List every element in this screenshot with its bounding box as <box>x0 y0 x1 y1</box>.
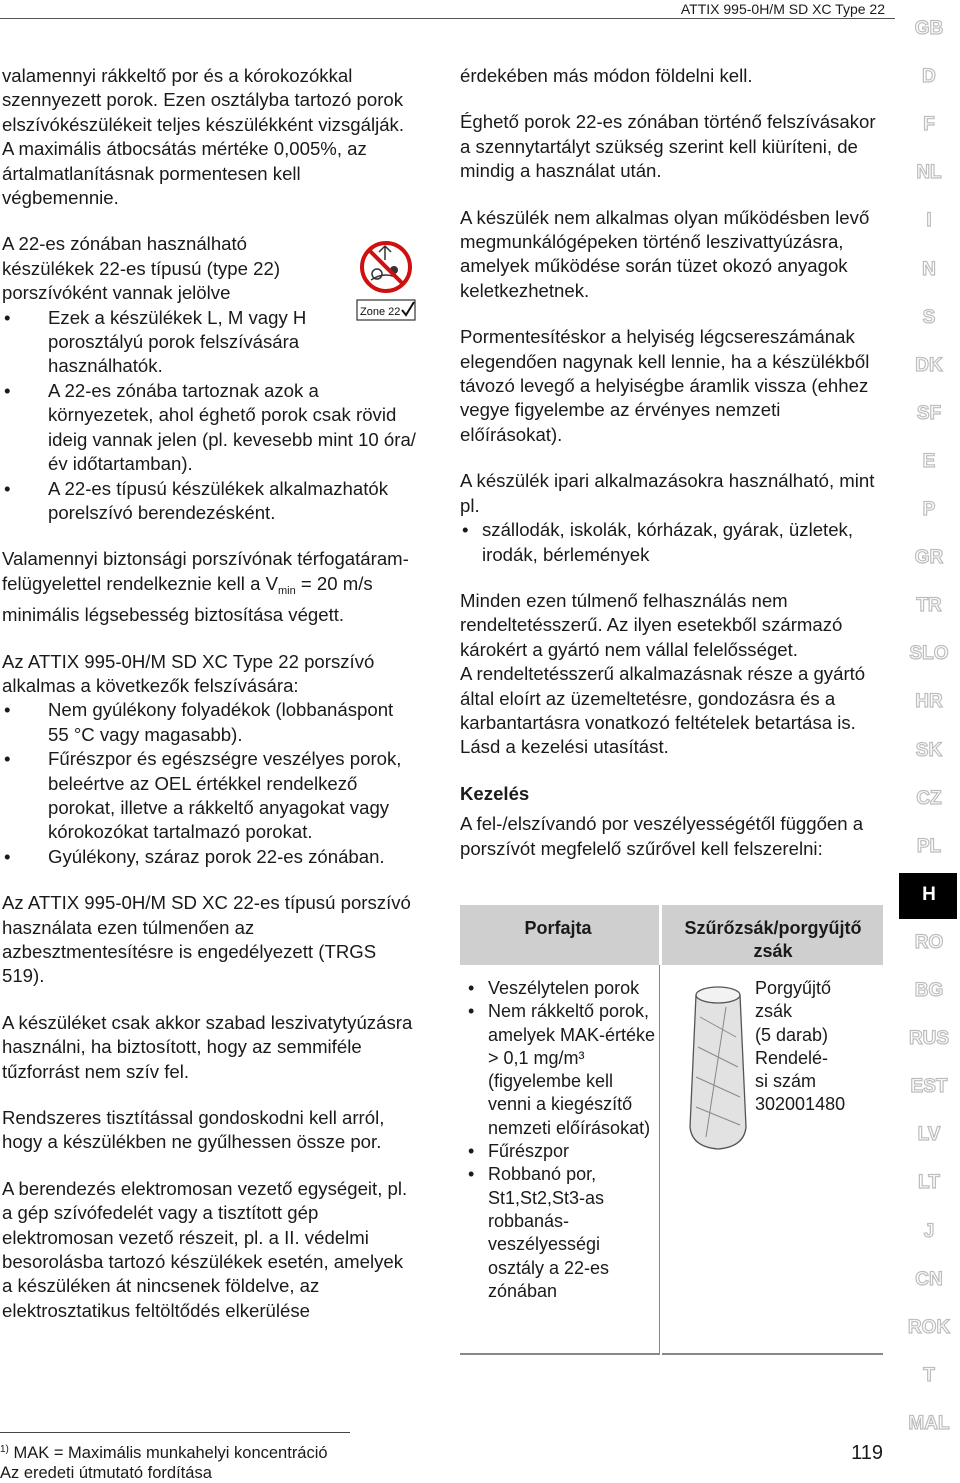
table-header-filter-bag: Szűrőzsák/porgyűjtő zsák <box>684 918 862 961</box>
dust-bag-icon <box>686 977 750 1157</box>
cleaning-paragraph: Rendszeres tisztítással gondoskodni kell arról, hogy a készülékben ne gyűlhessen össze por. <box>2 1107 385 1153</box>
language-tab-lt[interactable]: LT <box>918 1172 940 1194</box>
beyond-use-paragraph: Minden ezen túlmenő felhasználás nem rendeltetésszerű. Az ilyen esetekből származó károkért a gyártó nem vállal felelősséget. <box>460 589 843 660</box>
language-tab-p[interactable]: P <box>922 499 936 520</box>
language-tab-gr[interactable]: GR <box>914 547 944 569</box>
table-header-dust-type: Porfajta <box>524 918 592 938</box>
right-column <box>460 64 885 883</box>
attix-intro: Az ATTIX 995-0H/M SD XC Type 22 porszívó alkalmas a következők felszívására: <box>2 650 375 696</box>
vmin-text-a: Valamennyi biztonsági porszívónak térfogatáram-felügyelettel rendelkeznie kell a V <box>2 548 409 594</box>
language-tab-dk[interactable]: DK <box>915 354 943 376</box>
list-item: • Gyúlékony, száraz porok 22-es zónában. <box>2 845 417 869</box>
bag-text-line: zsák <box>755 1001 793 1022</box>
intended-use-paragraph: A rendeltetésszerű alkalmazásnak része a gyártó által eloírt az üzemeltetésre, gondozásra és a karbantartásra vonatkozó feltételek betartása is. Lásd a kezelési utasítást. <box>460 663 866 758</box>
list-item: • Ezek a készülékek L, M vagy H porosztályú porok felszívására használhatók. <box>2 306 378 379</box>
language-tab-t[interactable]: T <box>923 1364 935 1386</box>
language-tab-n[interactable]: N <box>922 258 936 280</box>
list-item: • Nem rákkeltő porok, amelyek MAK-értéke > 0,1 mg/m³ (figyelembe kell venni a kiegészítő nemzeti előírásokat) <box>466 1000 656 1140</box>
filter-table <box>460 905 883 1355</box>
language-tab-lv[interactable]: LV <box>917 1124 941 1146</box>
table-column-divider <box>659 965 660 1355</box>
asbestos-paragraph: Az ATTIX 995-0H/M SD XC 22-es típusú porszívó használata ezen túlmenően az azbesztmentesítésre is engedélyezett (TRGS 519). <box>2 892 411 987</box>
svg-text:Zone 22: Zone 22 <box>360 306 401 318</box>
kezeles-heading: Kezelés <box>460 782 530 804</box>
list-item: • Fűrészpor és egészségre veszélyes porok, beleértve az OEL értékkel rendelkező porokat, illetve a rákkeltő anyagokat vagy kórokozókat tartalmazó porokat. <box>2 747 417 845</box>
language-tab-sf[interactable]: SF <box>916 402 942 424</box>
footnote <box>0 1440 328 1483</box>
language-tab-rus[interactable]: RUS <box>908 1028 950 1050</box>
language-tab-est[interactable]: EST <box>910 1076 948 1098</box>
list-item: • A 22-es típusú készülékek alkalmazhatók porelszívó berendezésként. <box>2 477 417 526</box>
zone-bullet-list <box>2 306 417 526</box>
language-tab-nl[interactable]: NL <box>916 162 942 184</box>
vmin-subscript: min <box>277 584 296 597</box>
ventilation-paragraph: Pormentesítéskor a helyiség légcsereszámának elegendően nagynak kell lennie, ha a készülékből távozó levegő a helyiségbe áramlik vissza (ehhez vegye figyelembe az érvényes nemzeti előírásokat). <box>460 326 870 445</box>
list-item: • A 22-es zónába tartoznak azok a környezetek, ahol éghető porok csak rövid ideig vannak jelen (pl. kevesebb mint 10 óra/év időtartamban). <box>2 379 417 477</box>
list-item: • Veszélytelen porok <box>466 977 656 1000</box>
conductive-paragraph: A berendezés elektromosan vezető egységeit, pl. a gép szívófedelét vagy a tisztított gép elektromosan vezető részeit, pl. a II. védelmi besorolásba tartozó készülékek esetén, amelyek a készüléken át nincsenek földelve, az elektrosztatikus feltöltődés elkerülése <box>2 1177 408 1321</box>
language-tab-e[interactable]: E <box>922 450 936 472</box>
language-tabs <box>898 0 960 1440</box>
table-cell-filter-bag <box>755 977 880 1117</box>
translation-note: Az eredeti útmutató fordítása <box>0 1464 212 1482</box>
page-header <box>0 0 895 19</box>
language-tab-rok[interactable]: ROK <box>907 1316 951 1338</box>
language-tab-mal[interactable]: MAL <box>908 1412 950 1434</box>
page-number: 119 <box>851 1442 883 1464</box>
list-item: • szállodák, iskolák, kórházak, gyárak, üzletek, irodák, bérlemények <box>460 518 865 567</box>
kezeles-text: A fel-/elszívandó por veszélyességétől függően a porszívót megfelelő szűrővel kell felszerelni: <box>460 813 864 859</box>
fire-paragraph: A készüléket csak akkor szabad leszivatytyúzásra használni, ha biztosított, hogy az semmiféle tűzforrást nem szív fel. <box>2 1011 413 1082</box>
language-tab-j[interactable]: J <box>923 1220 935 1242</box>
bag-text-line: Rendelé- <box>755 1047 829 1068</box>
language-tab-ro[interactable]: RO <box>914 931 944 953</box>
list-item: • Robbanó por, St1,St2,St3-as robbanás-veszélyességi osztály a 22-es zónában <box>466 1163 656 1303</box>
language-tab-cn[interactable]: CN <box>915 1268 943 1290</box>
language-tab-tr[interactable]: TR <box>916 595 942 617</box>
language-tab-h[interactable]: H <box>922 883 936 905</box>
industrial-bullet-list <box>460 518 865 567</box>
not-suitable-paragraph: A készülék nem alkalmas olyan működésben levő megmunkálógépeken történő leszivattyúzásra, amelyek működése során tüzet okozó anyagok keletkezhetnek. <box>460 206 870 301</box>
vmin-text-b: = 20 m/s minimális légsebesség biztosítása végett. <box>2 572 373 626</box>
header-title: ATTIX 995-0H/M SD XC Type 22 <box>680 1 885 17</box>
footnote-divider <box>0 1432 350 1433</box>
language-tab-gb[interactable]: GB <box>914 18 944 39</box>
language-tab-s[interactable]: S <box>922 306 936 328</box>
zone22-icon <box>355 240 417 322</box>
footnote-text: MAK = Maximális munkahelyi koncentráció <box>13 1444 328 1462</box>
vmin-paragraph <box>2 547 417 627</box>
language-tab-pl[interactable]: PL <box>916 835 942 857</box>
zone-intro: A 22-es zónában használható készülékek 22-es típusú (type 22) porszívóként vannak jelölve <box>2 233 281 304</box>
language-tab-sk[interactable]: SK <box>915 739 943 761</box>
list-item: • Fűrészpor <box>466 1140 656 1163</box>
zone22-sign <box>355 240 417 322</box>
language-tab-bg[interactable]: BG <box>914 980 944 1001</box>
bag-text-line: Porgyűjtő <box>755 978 832 998</box>
bag-text-line: si szám <box>755 1071 817 1092</box>
table-cell-dust-types <box>466 977 656 1303</box>
language-tab-i[interactable]: I <box>926 210 932 232</box>
bag-order-number: 302001480 <box>755 1094 846 1115</box>
footnote-mak <box>0 1440 328 1463</box>
footnote-mark: 1) <box>0 1444 9 1455</box>
language-tab-d[interactable]: D <box>922 66 936 88</box>
paragraph-class-h: valamennyi rákkeltő por és a kórokozókkal szennyezett porok. Ezen osztályba tartozó porok elszívókészülékeit teljes készülékként vizsgálják. A maximális átbocsátás mértéke 0,005%, az ártalmatlanításnak pormentesen kell végbemennie. <box>2 65 405 209</box>
dust-bag-image <box>686 977 750 1157</box>
language-tab-cz[interactable]: CZ <box>916 787 942 809</box>
language-tab-slo[interactable]: SLO <box>909 643 949 665</box>
zone22-emptying-paragraph: Éghető porok 22-es zónában történő felszívásakor a szennytartályt szükség szerint kell kiüríteni, de mindig a használat után. <box>460 111 876 182</box>
list-item: • Nem gyúlékony folyadékok (lobbanáspont 55 °C vagy magasabb). <box>2 698 417 747</box>
ground-paragraph: érdekében más módon földelni kell. <box>460 65 753 86</box>
language-tab-hr[interactable]: HR <box>915 691 943 713</box>
language-tab-f[interactable]: F <box>923 114 935 136</box>
industrial-paragraph: A készülék ipari alkalmazásokra használható, mint pl. <box>460 470 875 516</box>
attix-bullet-list <box>2 698 417 869</box>
bag-text-line: (5 darab) <box>755 1024 829 1045</box>
